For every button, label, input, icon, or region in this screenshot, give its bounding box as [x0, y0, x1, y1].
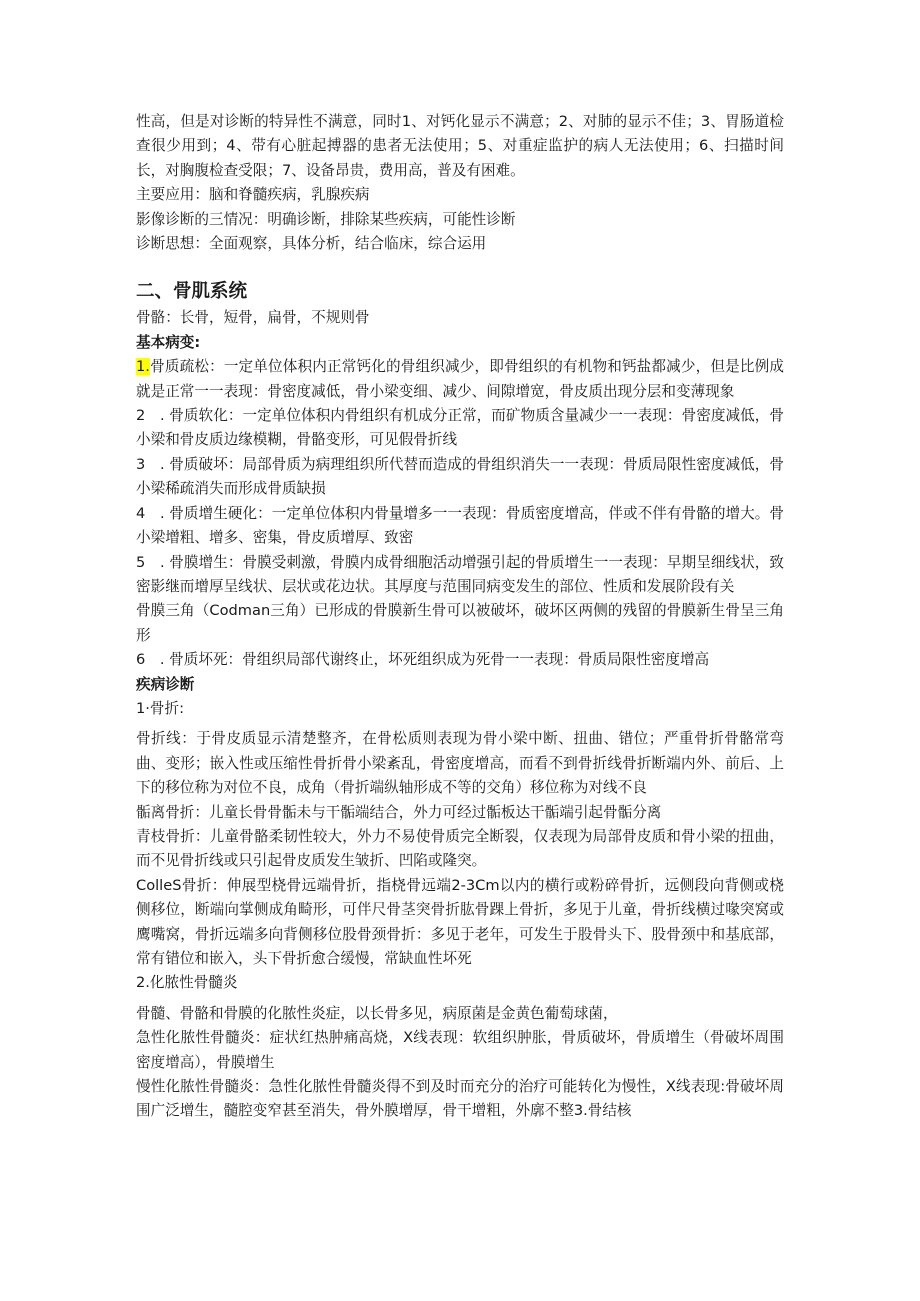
greenstick-fracture-paragraph: 青枝骨折：儿童骨骼柔韧性较大，外力不易使骨质完全断裂，仅表现为局部骨皮质和骨小梁的扭曲，而不见骨折线或只引起骨皮质发生皱折、凹陷或隆突。 [136, 827, 784, 870]
codman-triangle: 骨膜三角（Codman三角）已形成的骨膜新生骨可以被破坏，破坏区两侧的残留的骨膜新生骨呈三角形 [136, 602, 784, 644]
osteomyelitis-definition: 骨髓、骨骼和骨膜的化脓性炎症，以长骨多见，病原菌是金黄色葡萄球菌， [136, 1004, 618, 1022]
highlighted-number: 1. [136, 358, 150, 376]
intro-paragraph: 性高，但是对诊断的特异性不满意，同时1、对钙化显示不满意；2、对肺的显示不佳；3、胃肠道检查很少用到；4、带有心脏起搏器的患者无法使用；5、对重症监护的病人无法使用；6、扫描时间长，对胸腹检查受限；7、设备昂贵，费用高，普及有困难。 [136, 113, 784, 179]
lesion-item-necrosis: 6 . 骨质坏死：骨组织局部代谢终止，坏死组织成为死骨一一表现：骨质局限性密度增高 [136, 651, 710, 669]
diagnosis-thinking: 诊断思想：全面观察，具体分析，结合临床，综合运用 [136, 235, 487, 253]
colles-fracture-paragraph: ColleS骨折：伸展型桡骨远端骨折，指桡骨远端2-3Cm以内的横行或粉碎骨折，远侧段向背侧或桡侧移位，断端向掌侧成角畸形，可伴尺骨茎突骨折肱骨踝上骨折，多见于儿童，骨折线横过喙突窝或鹰嘴窝，骨折远端多向背侧移位股骨颈骨折：多见于老年，可发生于股骨头下、股骨颈中和基底部，常有错位和嵌入，头下骨折愈合缓慢，常缺血性坏死 [136, 876, 784, 967]
lesion-item-osteosclerosis: 4 . 骨质增生硬化：一定单位体积内骨量增多一一表现：骨质密度增高，伴或不伴有骨骼的增大。骨小梁增粗、增多、密集，骨皮质增厚、致密 [136, 504, 784, 547]
osteomyelitis-heading: 2.化脓性骨髓炎 [136, 974, 238, 992]
bone-types: 骨骼：长骨，短骨，扁骨，不规则骨 [136, 309, 370, 327]
disease-diagnosis-heading: 疾病诊断 [136, 675, 195, 693]
lesion-item-bone-destruction: 3 . 骨质破坏：局部骨质为病理组织所代替而造成的骨组织消失一一表现：骨质局限性密度减低，骨小梁稀疏消失而形成骨质缺损 [136, 455, 784, 498]
acute-osteomyelitis-paragraph: 急性化脓性骨髓炎：症状红热肿痛高烧，X线表现：软组织肿胀，骨质破坏，骨质增生（骨破坏周围密度增高），骨膜增生 [136, 1029, 784, 1071]
basic-lesions-heading: 基本病变: [136, 333, 201, 351]
fracture-heading: 1·骨折: [136, 699, 185, 717]
document-page [136, 110, 784, 1124]
epiphyseal-separation-paragraph: 骺离骨折：儿童长骨骨骺未与干骺端结合，外力可经过骺板达干骺端引起骨骺分离 [136, 803, 662, 821]
main-applications: 主要应用：脑和脊髓疾病，乳腺疾病 [136, 186, 370, 204]
lesion-item-osteomalacia: 2 . 骨质软化：一定单位体积内骨组织有机成分正常，而矿物质含量减少一一表现：骨密度减低，骨小梁和骨皮质边缘模糊，骨骼变形，可见假骨折线 [136, 407, 784, 449]
lesion-item-periosteal-proliferation: 5 . 骨膜增生：骨膜受刺激，骨膜内成骨细胞活动增强引起的骨质增生一一表现：早期呈细线状，致密影继而增厚呈线状、层状或花边状。其厚度与范围同病变发生的部位、性质和发展阶段有关 [136, 553, 784, 595]
section-title-musculoskeletal: 二、骨肌系统 [136, 280, 248, 302]
lesion-item-osteoporosis [136, 355, 784, 404]
diagnosis-three-situations: 影像诊断的三情况：明确诊断，排除某些疾病，可能性诊断 [136, 210, 516, 228]
fracture-line-paragraph: 骨折线：于骨皮质显示清楚整齐，在骨松质则表现为骨小梁中断、扭曲、错位；严重骨折骨骼常弯曲、变形；嵌入性或压缩性骨折骨小梁紊乱，骨密度增高，而看不到骨折线骨折断端内外、前后、上下的移位称为对位不良，成角（骨折端纵轴形成不等的交角）移位称为对线不良 [136, 730, 784, 797]
lesion-item-text: 骨质疏松：一定单位体积内正常钙化的骨组织减少，即骨组织的有机物和钙盐都减少，但是比例成就是正常一一表现：骨密度减低，骨小梁变细、减少、间隙增宽，骨皮质出现分层和变薄现象 [136, 358, 784, 400]
chronic-osteomyelitis-paragraph: 慢性化脓性骨髓炎：急性化脓性骨髓炎得不到及时而充分的治疗可能转化为慢性，X线表现:骨破坏周围广泛增生，髓腔变窄甚至消失，骨外膜增厚，骨干增粗，外廓不整3.骨结核 [136, 1078, 784, 1120]
